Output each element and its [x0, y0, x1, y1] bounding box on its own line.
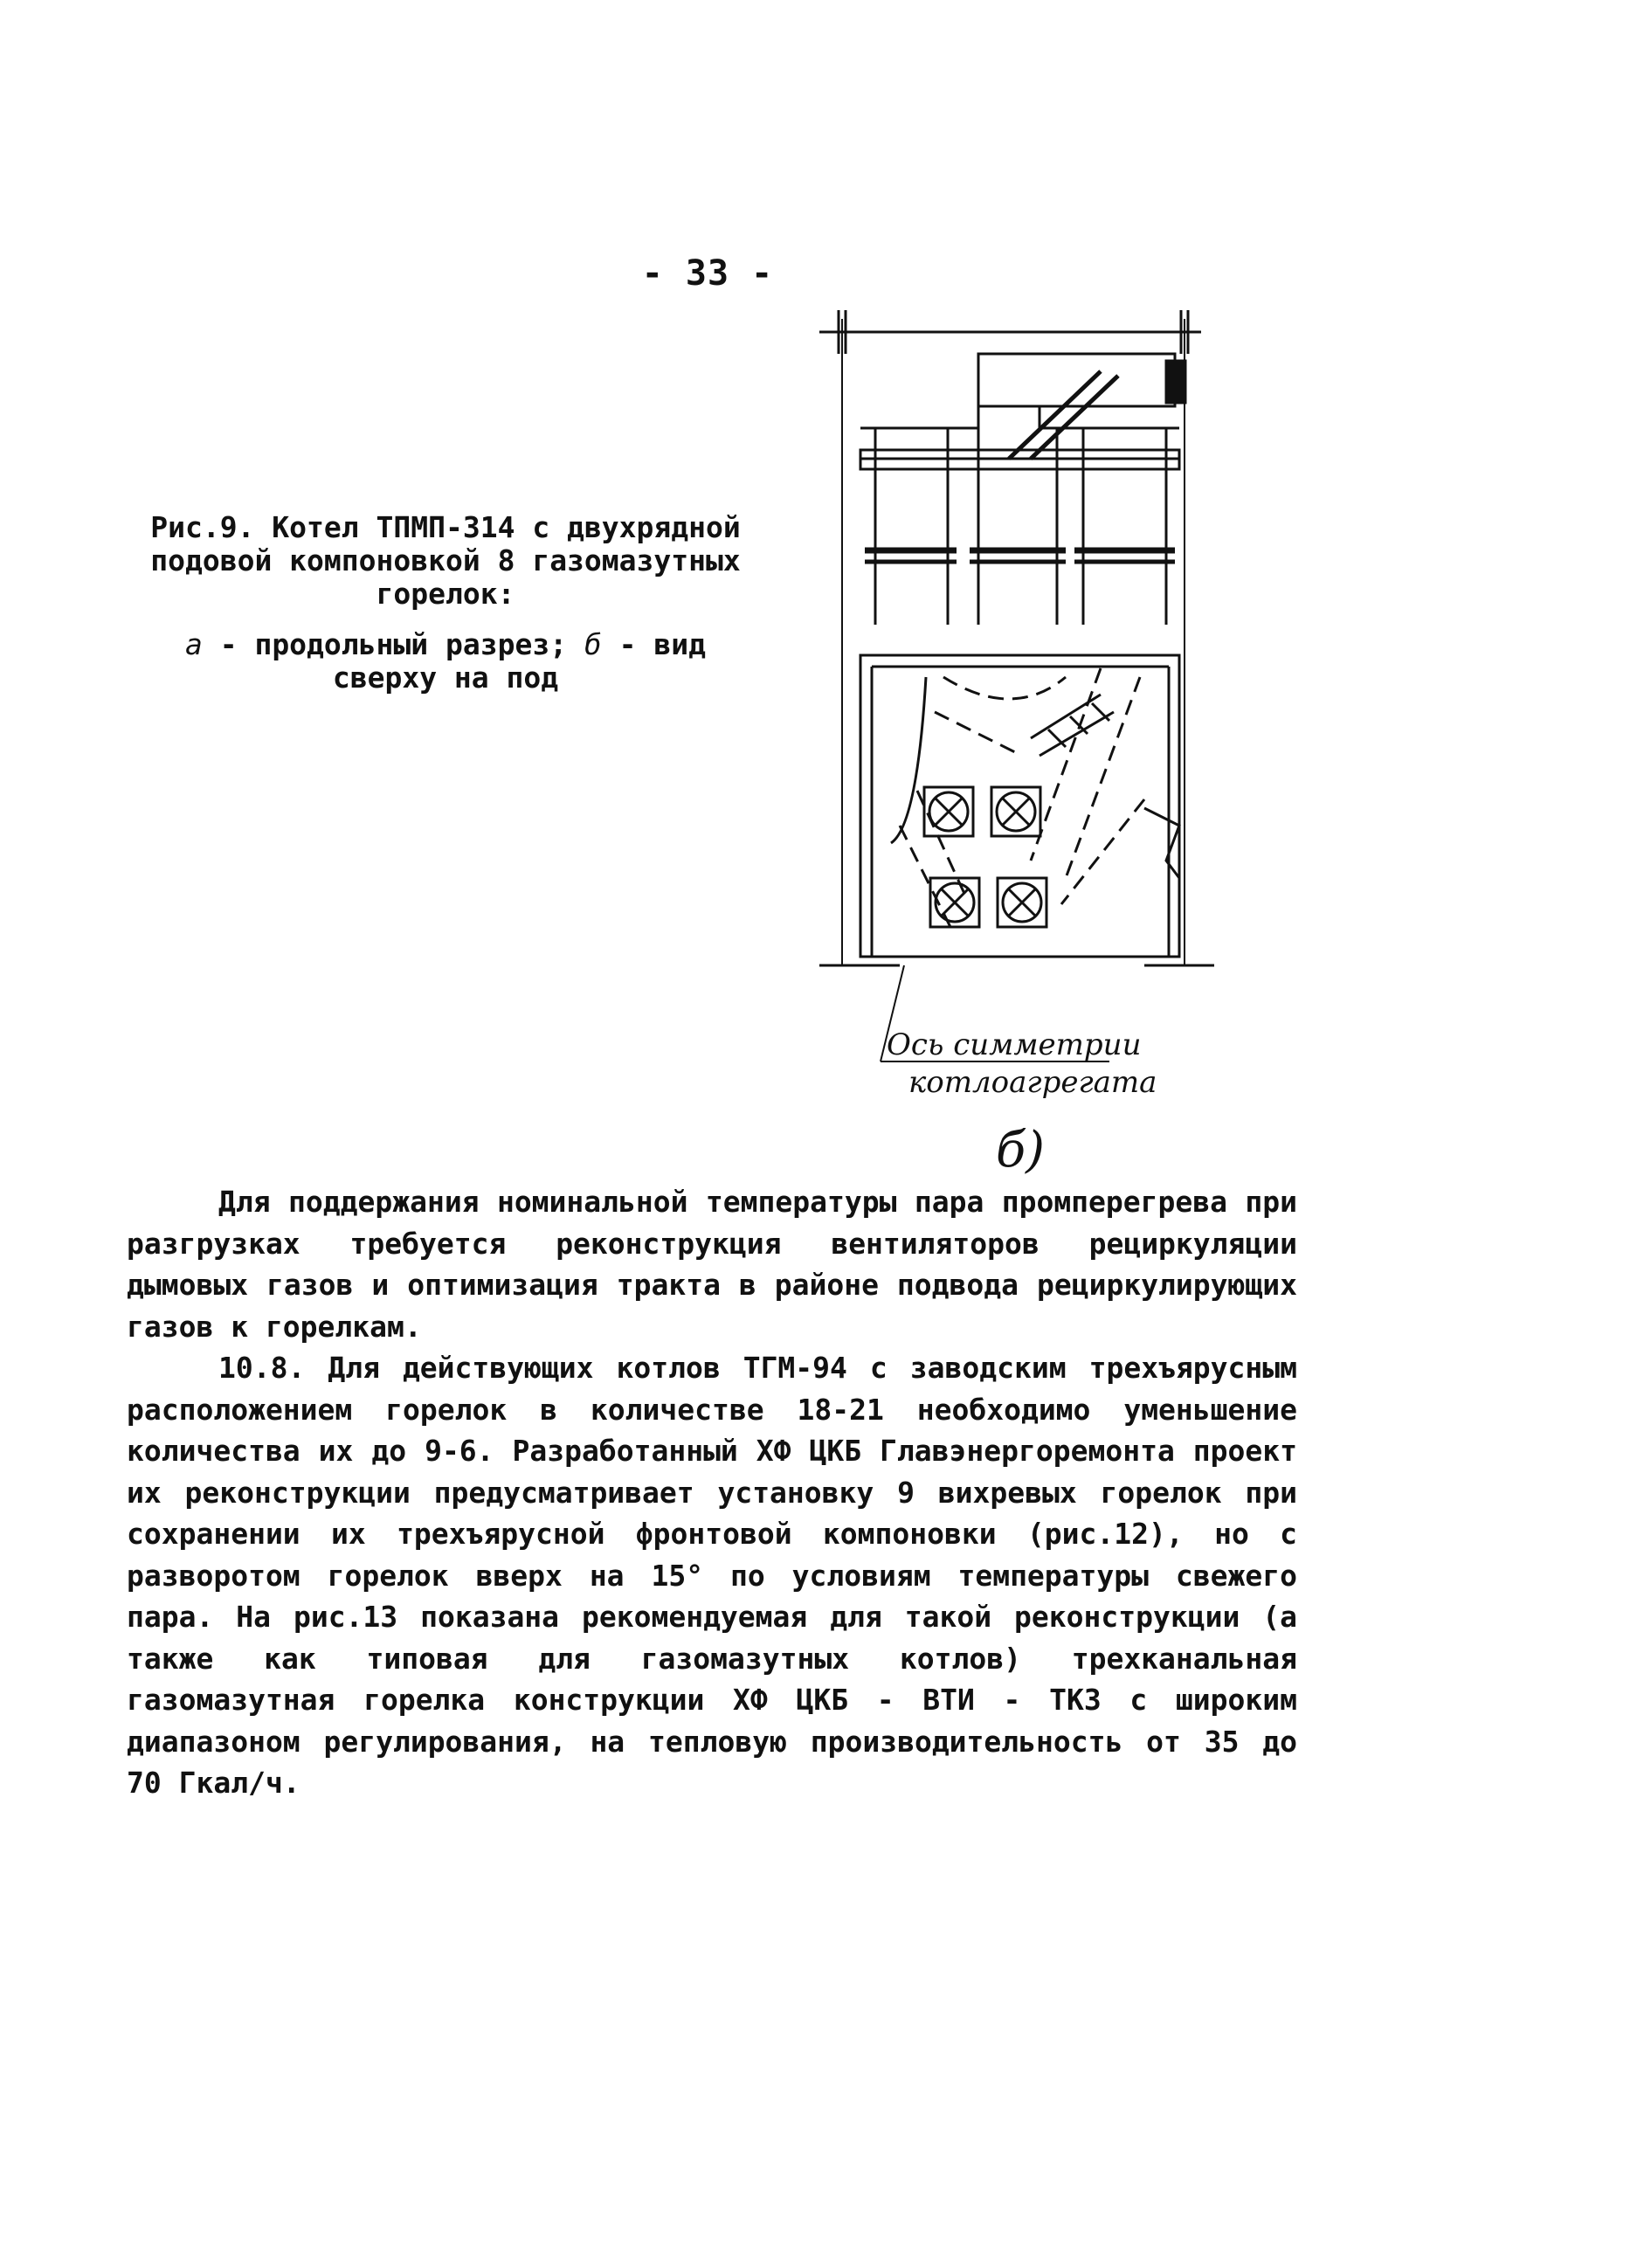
paragraph-2: 10.8. Для действующих котлов ТГМ-94 с заводским трехъярусным расположением горелок в количестве 18-21 необходимо уменьшение количества их до 9-6. Разработанный ХФ ЦКБ Главэнергоремонта проект их реконструкции предусматривает установку 9 вихревых горелок при сохранении их трехъярусной фронтовой компоновки (рис.12), но с разворотом горелок вверх на 15° по условиям температуры свежего пара. На рис.13 показана рекомендуемая для такой реконструкции (а также как типовая для газомазутных котлов) трехканальная газомазутная горелка конструкции ХФ ЦКБ - ВТИ - ТКЗ с широким диапазоном регулирования, на тепловую производительность от 35 до 70 Гкал/ч. — [127, 1351, 1297, 1800]
panel-label: б) — [996, 1122, 1046, 1179]
paragraph-1: Для поддержания номинальной температуры пара промперегрева при разгрузках требуется реконструкция вентиляторов рециркуляции дымовых газов и оптимизация тракта в районе подвода рециркулирующих газов к горелкам. — [127, 1185, 1297, 1344]
diagonal-pipe — [1009, 371, 1118, 459]
legend-b-text: - вид сверху на под — [332, 627, 707, 695]
caption-legend — [131, 628, 760, 695]
boiler-drawing-svg — [812, 301, 1232, 1201]
legend-b-letter: б — [584, 627, 602, 661]
legend-a-text: - продольный разрез; — [202, 627, 584, 661]
boiler-drawing — [812, 301, 1232, 1201]
legend-a-letter: а — [184, 627, 203, 661]
axis-label-line1: Ось симметрии — [887, 1027, 1142, 1062]
caption-title: Рис.9. Котел ТПМП-314 с двухрядной подовой компоновкой 8 газомазутных горелок: — [150, 510, 741, 611]
burner-circles — [924, 787, 1046, 927]
axis-label-line2: котлоагрегата — [908, 1065, 1157, 1100]
figure-caption — [131, 511, 760, 695]
duct-flange — [1166, 361, 1185, 403]
collector-top — [860, 406, 1179, 428]
body-text — [127, 1181, 1297, 1804]
upper-duct — [978, 354, 1175, 406]
page-number: - 33 - — [641, 253, 774, 294]
